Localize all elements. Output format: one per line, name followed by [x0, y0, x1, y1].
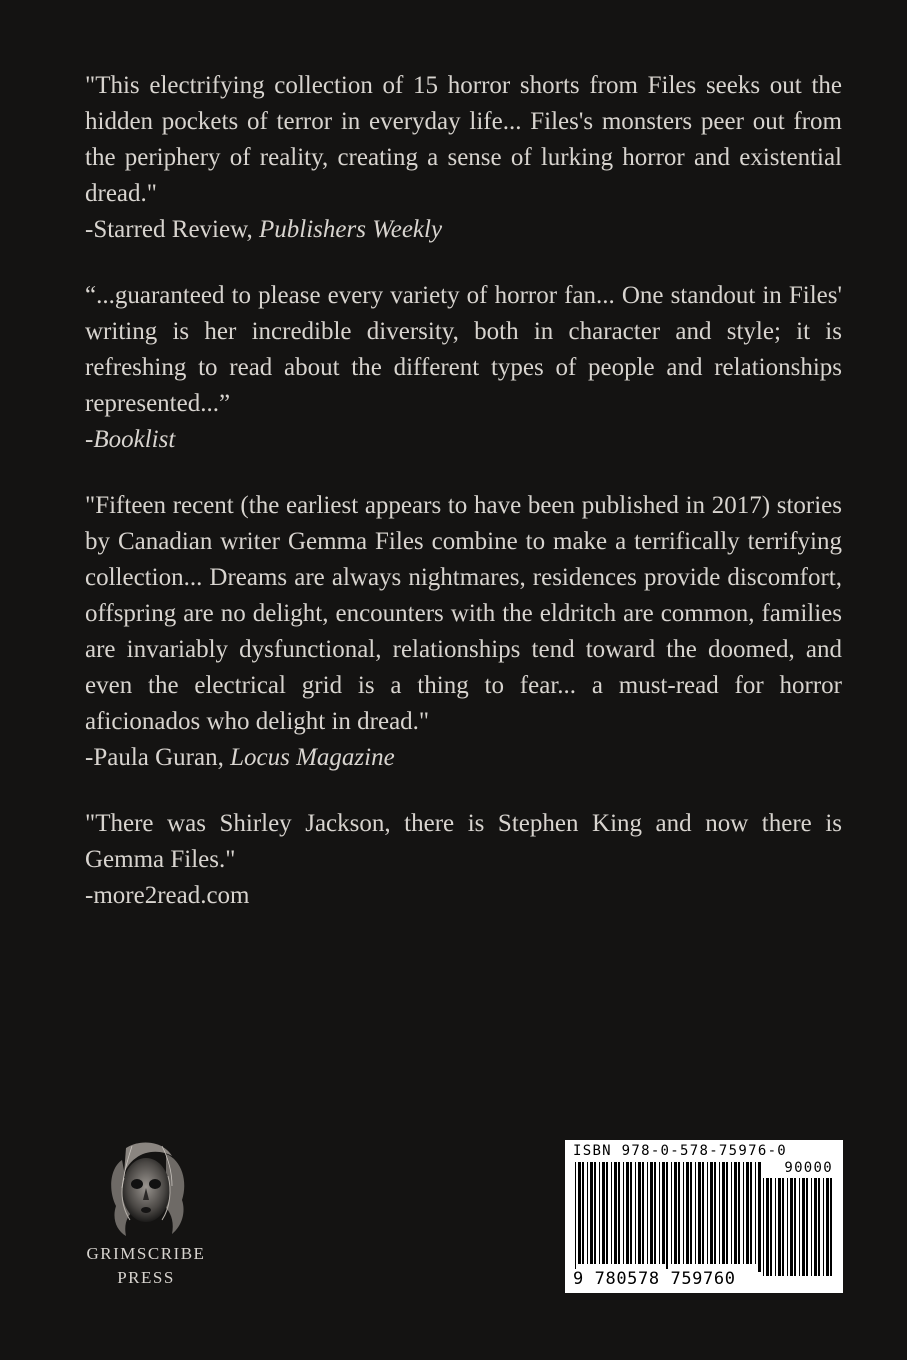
barcode-bar	[626, 1162, 629, 1264]
barcode-bar	[746, 1162, 749, 1264]
barcode-bar	[787, 1178, 788, 1276]
barcode-bar	[602, 1162, 605, 1264]
barcode-bar	[726, 1162, 728, 1264]
barcode-bar	[594, 1162, 596, 1264]
barcode-bar	[587, 1162, 588, 1264]
barcode-bar	[662, 1162, 665, 1264]
barcode-bar	[750, 1162, 752, 1264]
barcode-bar	[599, 1162, 600, 1264]
attribution-source: -	[85, 426, 94, 453]
isbn-label: ISBN 978-0-578-75976-0	[573, 1143, 788, 1159]
barcode-bar	[782, 1178, 784, 1276]
barcode-bar	[683, 1162, 684, 1264]
barcode-bar	[790, 1178, 793, 1276]
barcode-bar	[674, 1162, 677, 1264]
barcode-bar	[642, 1162, 644, 1264]
barcode-bar	[814, 1178, 817, 1276]
barcode-bar	[654, 1162, 656, 1264]
publisher-logo	[76, 1138, 216, 1290]
attribution-publication: Booklist	[93, 426, 176, 453]
barcode-bar	[618, 1162, 620, 1264]
attribution-source: -Starred Review,	[85, 216, 260, 243]
barcode-bar	[666, 1162, 668, 1272]
barcode-bar	[743, 1162, 744, 1264]
attribution-publication: Publishers Weekly	[259, 216, 443, 243]
barcode-bar	[650, 1162, 653, 1264]
barcode-bar	[826, 1178, 829, 1276]
publisher-name-line2: PRESS	[117, 1268, 175, 1287]
barcode-bar	[722, 1162, 725, 1264]
barcode-bar	[818, 1178, 820, 1276]
barcode-bar	[731, 1162, 732, 1264]
barcode-bar	[710, 1162, 713, 1264]
barcode-bar	[695, 1162, 696, 1264]
barcode-bar	[686, 1162, 689, 1264]
barcode-bars-main	[575, 1162, 761, 1272]
barcode-bar	[802, 1178, 805, 1276]
barcode-bar	[799, 1178, 800, 1276]
barcode-bar	[690, 1162, 692, 1264]
barcode-bar	[714, 1162, 716, 1264]
blurb-locus-magazine	[85, 488, 842, 776]
blurb-quote: "Fifteen recent (the earliest appears to have been published in 2017) stories by Canadian writer Gemma Files combine to make a terrifically terrifying collection... Dreams are always nightmares, residences provide discomfort, offspring are no delight, encounters with the eldritch are common, families are invariably dysfunctional, relationships tend toward the doomed, and even the electrical grid is a thing to fear... a must-read for horror aficionados who delight in dread."	[85, 492, 842, 735]
barcode-bar	[606, 1162, 608, 1264]
barcode-bar	[671, 1162, 672, 1264]
barcode-bar	[575, 1162, 576, 1272]
barcode-bar	[623, 1162, 624, 1264]
barcode-bar	[659, 1162, 660, 1264]
barcode-bar	[775, 1178, 776, 1276]
barcode-bar	[678, 1162, 680, 1264]
barcode-bar	[811, 1178, 812, 1276]
barcode-bar	[614, 1162, 617, 1264]
barcode-bar	[719, 1162, 720, 1264]
barcode-bar	[823, 1178, 824, 1276]
barcode-bar	[763, 1178, 764, 1276]
barcode-bar	[647, 1162, 648, 1264]
blurb-quote: "There was Shirley Jackson, there is Stephen King and now there is Gemma Files."	[85, 810, 842, 873]
barcode-bar	[758, 1162, 761, 1272]
ghost-face-icon	[102, 1138, 190, 1238]
barcode-bar	[770, 1178, 772, 1276]
barcode-bar	[590, 1162, 593, 1264]
isbn-barcode	[565, 1140, 843, 1293]
blurb-booklist	[85, 278, 842, 458]
attribution-publication: Locus Magazine	[230, 744, 395, 771]
blurb-attribution	[85, 740, 842, 776]
barcode-bar	[702, 1162, 704, 1264]
barcode-bar	[794, 1178, 796, 1276]
barcode-bar	[707, 1162, 708, 1264]
barcode-bar	[635, 1162, 636, 1264]
attribution-source: -Paula Guran,	[85, 744, 231, 771]
barcode-bar	[766, 1178, 769, 1276]
barcode-bar	[755, 1162, 756, 1264]
blurb-publishers-weekly	[85, 68, 842, 248]
blurb-more2read	[85, 806, 842, 914]
barcode-bar	[734, 1162, 737, 1264]
blurb-attribution	[85, 878, 842, 914]
barcode-bar	[578, 1162, 581, 1264]
blurb-attribution	[85, 212, 842, 248]
barcode-bar	[698, 1162, 701, 1264]
blurb-quote: “...guaranteed to please every variety of horror fan... One standout in Files' writing is her incredible diversity, both in character and style; it is refreshing to read about the different types of people and relationships represented...”	[85, 282, 842, 417]
blurbs-column	[85, 68, 842, 944]
barcode-bars-addon	[763, 1178, 833, 1284]
barcode-bar	[738, 1162, 740, 1264]
barcode-bar	[630, 1162, 632, 1264]
barcode-bar	[582, 1162, 584, 1264]
price-code: 90000	[784, 1160, 833, 1176]
barcode-bar	[830, 1178, 832, 1276]
blurb-quote: "This electrifying collection of 15 horror shorts from Files seeks out the hidden pockets of terror in everyday life... Files's monsters peer out from the periphery of reality, creating a sense of lurking horror and existential dread."	[85, 72, 842, 207]
blurb-attribution	[85, 422, 842, 458]
publisher-name	[76, 1242, 216, 1290]
barcode-bar	[806, 1178, 808, 1276]
publisher-name-line1: GRIMSCRIBE	[86, 1244, 206, 1263]
barcode-bar	[638, 1162, 641, 1264]
barcode-bar	[611, 1162, 612, 1264]
attribution-source: -more2read.com	[85, 882, 250, 909]
barcode-bar	[778, 1178, 781, 1276]
barcode-digits: 9 780578 759760	[573, 1269, 736, 1289]
